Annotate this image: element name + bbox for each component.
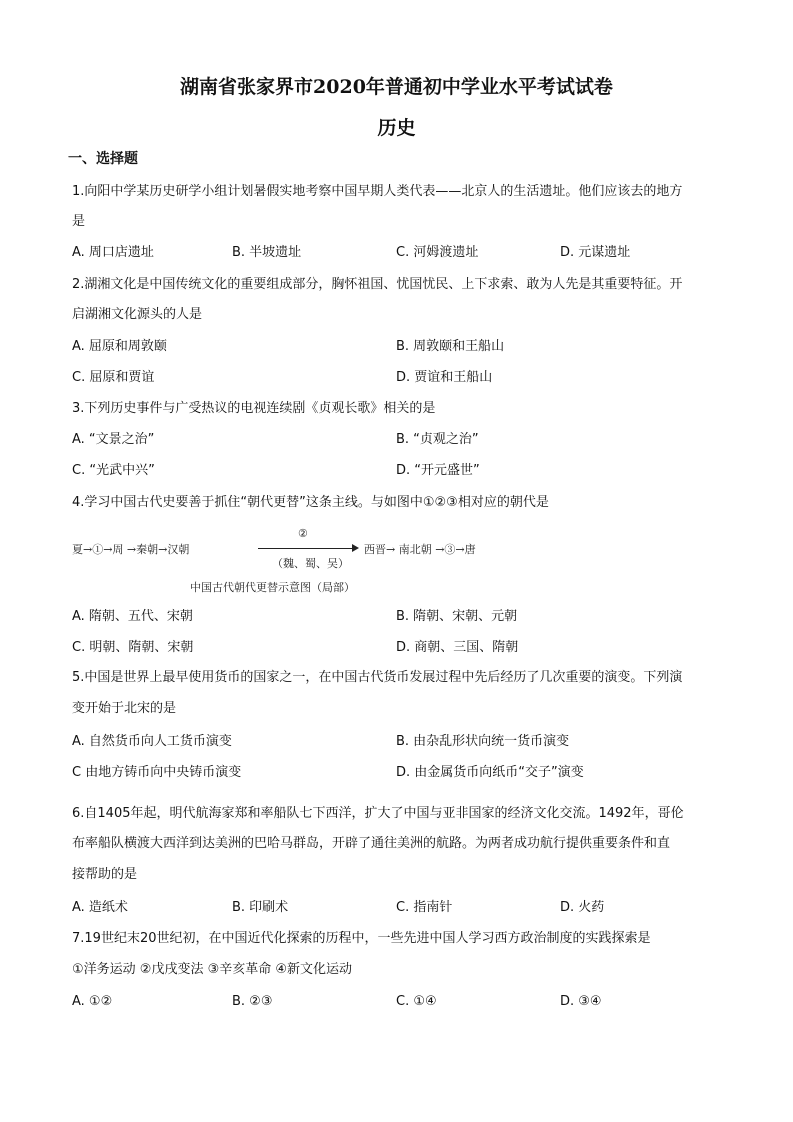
q7-option-d: D. ③④ (560, 994, 602, 1009)
q3-option-c: C. “光武中兴” (72, 463, 155, 478)
q7-option-b: B. ②③ (232, 994, 273, 1009)
q5-option-a: A. 自然货币向人工货币演变 (72, 734, 232, 749)
q2-option-c: C. 屈原和贾谊 (72, 370, 155, 385)
diagram-arrow (258, 548, 354, 549)
q3-text: 3.下列历史事件与广受热议的电视连续剧《贞观长歌》相关的是 (72, 401, 436, 416)
exam-title: 湖南省张家界市2020年普通初中学业水平考试试卷 (180, 76, 613, 98)
q6-text: 6.自1405年起，明代航海家郑和率船队七下西洋，扩大了中国与亚非国家的经济文化交流。1492年，哥伦 (72, 806, 684, 821)
q1-option-c: C. 河姆渡遗址 (396, 245, 479, 260)
q4-option-d: D. 商朝、三国、隋朝 (396, 640, 519, 655)
q1-option-b: B. 半坡遗址 (232, 245, 302, 260)
diagram-right-chain: 西晋→ 南北朝 →③→唐 (364, 543, 476, 556)
q2-option-d: D. 贾谊和王船山 (396, 370, 493, 385)
q2-text: 2.湖湘文化是中国传统文化的重要组成部分，胸怀祖国、忧国忧民、上下求索、敢为人先是其重要特征。开 (72, 277, 683, 292)
q4-option-a: A. 隋朝、五代、宋朝 (72, 609, 193, 624)
section-heading: 一、选择题 (68, 151, 138, 167)
q5-text-cont: 变开始于北宋的是 (72, 701, 177, 716)
diagram-left-chain: 夏→①→周 →秦朝→汉朝 (72, 543, 190, 556)
q7-items: ①洋务运动 ②戊戌变法 ③辛亥革命 ④新文化运动 (72, 962, 353, 977)
q1-option-d: D. 元谋遗址 (560, 245, 631, 260)
q7-option-a: A. ①② (72, 994, 113, 1009)
q7-text: 7.19世纪末20世纪初，在中国近代化探索的历程中，一些先进中国人学习西方政治制度的实践探索是 (72, 931, 651, 946)
q5-option-b: B. 由杂乱形状向统一货币演变 (396, 734, 570, 749)
q3-option-b: B. “贞观之治” (396, 432, 479, 447)
q3-option-a: A. “文景之治” (72, 432, 155, 447)
q4-option-c: C. 明朝、隋朝、宋朝 (72, 640, 194, 655)
q6-text-cont2: 接帮助的是 (72, 867, 138, 882)
q6-option-c: C. 指南针 (396, 900, 453, 915)
q2-option-b: B. 周敦颐和王船山 (396, 339, 505, 354)
arrow-head-icon (352, 544, 359, 552)
q4-option-b: B. 隋朝、宋朝、元朝 (396, 609, 518, 624)
q6-option-a: A. 造纸术 (72, 900, 128, 915)
q6-text-cont: 布率船队横渡大西洋到达美洲的巴哈马群岛，开辟了通往美洲的航路。为两者成功航行提供重要条件和直 (72, 836, 671, 851)
diagram-mark-2: ② (298, 527, 308, 540)
q5-option-d: D. 由金属货币向纸币“交子”演变 (396, 765, 584, 780)
q6-option-b: B. 印刷术 (232, 900, 289, 915)
q5-option-c: C 由地方铸币向中央铸币演变 (72, 765, 242, 780)
diagram-sub-label: （魏、蜀、吴） (272, 557, 349, 570)
subject-title: 历史 (377, 117, 416, 139)
q5-text: 5.中国是世界上最早使用货币的国家之一，在中国古代货币发展过程中先后经历了几次重要的演变。下列演 (72, 670, 683, 685)
q1-option-a: A. 周口店遗址 (72, 245, 154, 260)
q7-option-c: C. ①④ (396, 994, 437, 1009)
q1-text: 1.向阳中学某历史研学小组计划暑假实地考察中国早期人类代表——北京人的生活遗址。他们应该去的地方 (72, 184, 683, 199)
q6-option-d: D. 火药 (560, 900, 605, 915)
q3-option-d: D. “开元盛世” (396, 463, 480, 478)
q2-option-a: A. 屈原和周敦颐 (72, 339, 167, 354)
q2-text-cont: 启湖湘文化源头的人是 (72, 307, 203, 322)
dynasty-diagram (72, 527, 552, 597)
diagram-caption: 中国古代朝代更替示意图（局部） (190, 581, 355, 594)
q1-text-cont: 是 (72, 214, 86, 229)
q4-text: 4.学习中国古代史要善于抓住“朝代更替”这条主线。与如图中①②③相对应的朝代是 (72, 495, 549, 510)
